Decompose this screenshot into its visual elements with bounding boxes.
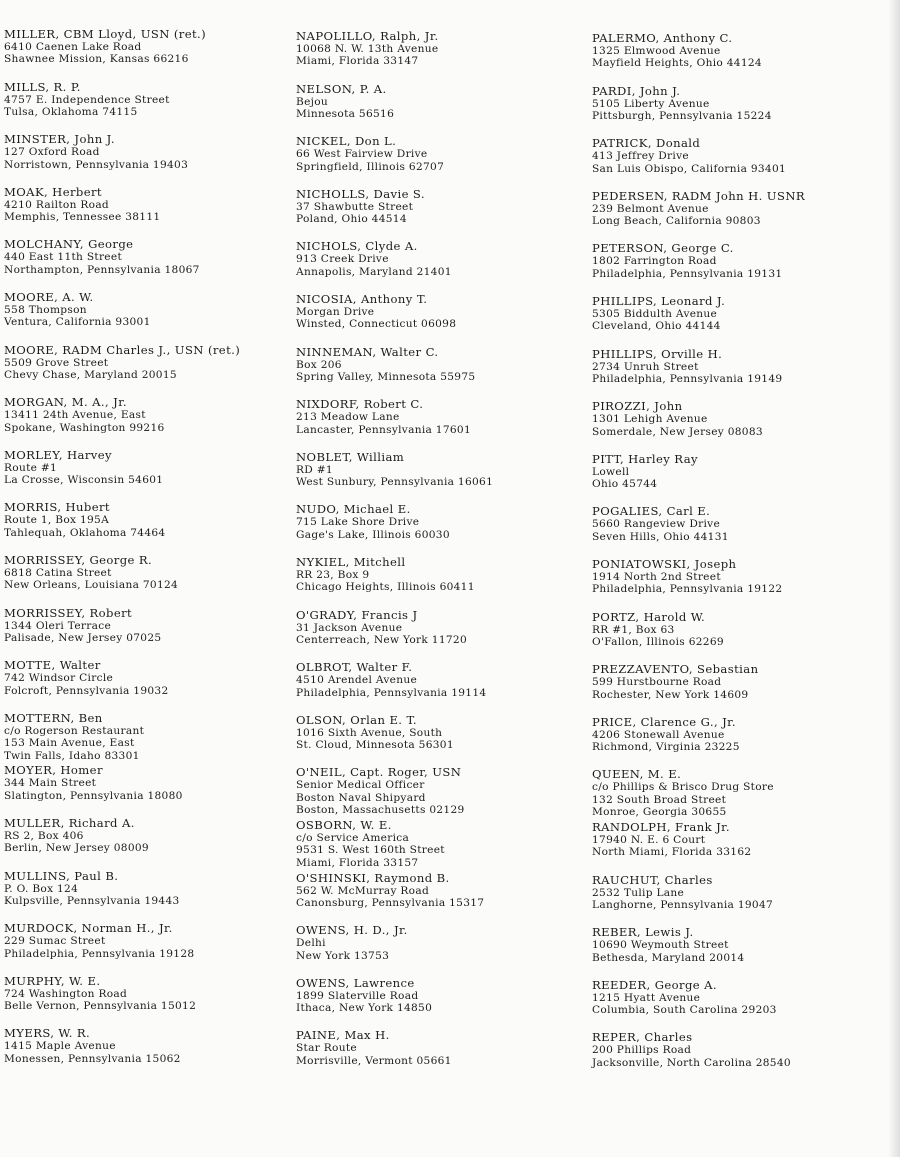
entry-name: PREZZAVENTO, Sebastian (592, 662, 759, 677)
address-entry (4, 870, 289, 908)
address-line: Somerdale, New Jersey 08083 (592, 425, 763, 438)
address-line: Lowell (592, 465, 630, 478)
address-line: 10068 N. W. 13th Avenue (296, 43, 439, 55)
entry-name: NINNEMAN, Walter C. (296, 344, 439, 359)
address-line: Northampton, Pennsylvania 18067 (4, 263, 200, 276)
address-entry (4, 186, 289, 224)
address-line: 127 Oxford Road (4, 146, 100, 159)
address-entry (4, 607, 289, 645)
entry-name: PARDI, John J. (592, 83, 681, 98)
address-line: Pittsburgh, Pennsylvania 15224 (592, 110, 772, 122)
entry-name: MORRISSEY, Robert (4, 605, 133, 620)
address-entry (296, 556, 581, 594)
entry-name: MULLER, Richard A. (4, 816, 135, 830)
address-line: Philadelphia, Pennsylvania 19114 (296, 686, 487, 699)
entry-name: MORGAN, M. A., Jr. (4, 395, 127, 410)
page-edge-shadow (888, 0, 900, 1157)
address-line: 6410 Caenen Lake Road (4, 41, 142, 53)
address-line: Richmond, Virginia 23225 (592, 741, 740, 754)
address-line: Palisade, New Jersey 07025 (4, 632, 162, 644)
entry-name: MURPHY, W. E. (4, 973, 101, 988)
address-line: 4210 Railton Road (4, 198, 110, 211)
address-line: La Crosse, Wisconsin 54601 (4, 474, 164, 487)
address-entry (4, 344, 289, 382)
address-line: Annapolis, Maryland 21401 (296, 265, 452, 278)
entry-name: MORRISSEY, George R. (4, 553, 153, 567)
entry-name: PAINE, Max H. (296, 1028, 390, 1043)
address-entry (296, 609, 581, 647)
address-line: 413 Jeffrey Drive (592, 150, 689, 163)
address-line: O'Fallon, Illinois 62269 (592, 636, 724, 648)
address-line: Poland, Ohio 44514 (296, 213, 407, 226)
address-entry (296, 135, 581, 173)
entry-name: MILLER, CBM Lloyd, USN (ret.) (4, 27, 207, 41)
address-line: P. O. Box 124 (4, 882, 79, 895)
entry-name: O'NEIL, Capt. Roger, USN (296, 765, 462, 780)
address-line: 5305 Biddulth Avenue (592, 308, 718, 320)
address-line: St. Cloud, Minnesota 56301 (296, 739, 454, 752)
address-line: Shawnee Mission, Kansas 66216 (4, 53, 189, 66)
address-line: RD #1 (296, 463, 333, 476)
address-line: 1301 Lehigh Avenue (592, 413, 708, 426)
address-line: 31 Jackson Avenue (296, 621, 403, 634)
address-line: Memphis, Tennessee 38111 (4, 211, 161, 224)
address-line: 213 Meadow Lane (296, 411, 400, 424)
address-line: Minnesota 56516 (296, 108, 395, 120)
address-line: Miami, Florida 33147 (296, 55, 419, 68)
address-entry (296, 977, 581, 1015)
address-entry (4, 659, 289, 697)
address-line: 1802 Farrington Road (592, 255, 717, 268)
address-entry (296, 240, 581, 278)
address-line: Cleveland, Ohio 44144 (592, 320, 721, 333)
address-line: Chicago Heights, Illinois 60411 (296, 581, 475, 594)
address-line: Rochester, New York 14609 (592, 688, 749, 701)
address-entry (296, 346, 581, 384)
address-entry (296, 83, 581, 121)
address-line: Spring Valley, Minnesota 55975 (296, 371, 476, 383)
address-line: 10690 Weymouth Street (592, 939, 729, 952)
entry-name: RAUCHUT, Charles (592, 872, 713, 887)
address-line: Centerreach, New York 11720 (296, 634, 468, 646)
address-line: 37 Shawbutte Street (296, 200, 414, 213)
address-entry (4, 817, 289, 855)
address-line: Bethesda, Maryland 20014 (592, 951, 745, 964)
address-line: Winsted, Connecticut 06098 (296, 318, 457, 331)
entry-name: MULLINS, Paul B. (4, 868, 119, 883)
address-entry (296, 188, 581, 226)
entry-name: MORLEY, Harvey (4, 447, 112, 462)
address-line: 153 Main Avenue, East (4, 737, 135, 750)
address-line: 6818 Catina Street (4, 567, 112, 579)
address-line: Ohio 45744 (592, 478, 658, 491)
address-line: 1016 Sixth Avenue, South (296, 726, 443, 739)
address-line: RR #1, Box 63 (592, 623, 675, 636)
address-entry (592, 295, 877, 333)
address-entry (592, 979, 877, 1017)
entry-name: OLSON, Orlan E. T. (296, 712, 417, 727)
address-entry (296, 503, 581, 541)
address-line: North Miami, Florida 33162 (592, 846, 752, 859)
address-line: 724 Washington Road (4, 987, 128, 1000)
entry-name: MINSTER, John J. (4, 132, 115, 147)
address-line: 742 Windsor Circle (4, 672, 114, 685)
address-entry (4, 1027, 289, 1065)
entry-name: OWENS, Lawrence (296, 975, 415, 990)
address-line: San Luis Obispo, California 93401 (592, 162, 787, 175)
address-line: 5660 Rangeview Drive (592, 518, 721, 531)
entry-name: MOLCHANY, George (4, 237, 134, 252)
entry-name: NOBLET, William (296, 449, 405, 464)
address-line: Folcroft, Pennsylvania 19032 (4, 684, 169, 697)
address-line: Philadelphia, Pennsylvania 19122 (592, 583, 783, 596)
address-line: RS 2, Box 406 (4, 830, 84, 842)
entry-name: MOORE, RADM Charles J., USN (ret.) (4, 342, 241, 357)
address-line: Kulpsville, Pennsylvania 19443 (4, 895, 180, 907)
entry-name: NUDO, Michael E. (296, 502, 411, 517)
entry-name: PATRICK, Donald (592, 136, 701, 151)
entry-name: REEDER, George A. (592, 977, 717, 992)
address-line: 715 Lake Shore Drive (296, 516, 420, 529)
address-line: Norristown, Pennsylvania 19403 (4, 158, 189, 171)
entry-name: PIROZZI, John (592, 399, 683, 414)
address-entry (296, 30, 581, 68)
address-line: Seven Hills, Ohio 44131 (592, 530, 729, 543)
address-line: 2532 Tulip Lane (592, 886, 685, 899)
address-line: 913 Creek Drive (296, 253, 389, 266)
entry-name: MORRIS, Hubert (4, 500, 110, 515)
address-line: Ventura, California 93001 (4, 316, 151, 329)
address-line: 9531 S. West 160th Street (296, 844, 445, 857)
address-line: Gage's Lake, Illinois 60030 (296, 528, 450, 541)
address-line: 5509 Grove Street (4, 356, 109, 369)
address-line: 562 W. McMurray Road (296, 884, 430, 897)
address-line: Philadelphia, Pennsylvania 19131 (592, 267, 783, 280)
entry-name: RANDOLPH, Frank Jr. (592, 820, 730, 834)
address-line: 239 Belmont Avenue (592, 202, 709, 215)
address-entry (592, 85, 877, 123)
entry-name: MOORE, A. W. (4, 290, 94, 304)
entry-name: REBER, Lewis J. (592, 925, 694, 940)
address-line: 344 Main Street (4, 777, 97, 790)
address-entry (592, 768, 877, 818)
address-entry (4, 396, 289, 434)
address-line: 4757 E. Independence Street (4, 93, 170, 106)
address-entry (4, 975, 289, 1013)
address-entry (4, 554, 289, 592)
address-line: Monroe, Georgia 30655 (592, 806, 727, 819)
address-line: Star Route (296, 1042, 357, 1055)
address-entry (592, 611, 877, 649)
address-line: Route #1 (4, 461, 58, 474)
entry-name: MOTTE, Walter (4, 658, 101, 673)
address-line: Columbia, South Carolina 29203 (592, 1004, 777, 1017)
address-entry (592, 663, 877, 701)
address-entry (4, 81, 289, 119)
entry-name: NAPOLILLO, Ralph, Jr. (296, 29, 439, 43)
address-line: Slatington, Pennsylvania 18080 (4, 789, 183, 802)
address-line: 4206 Stonewall Avenue (592, 728, 725, 741)
address-entry (4, 133, 289, 171)
address-line: 132 South Broad Street (592, 793, 727, 806)
entry-name: MURDOCK, Norman H., Jr. (4, 921, 173, 936)
address-entry (296, 872, 581, 910)
address-entry (4, 291, 289, 329)
address-line: Box 206 (296, 358, 342, 371)
address-line: 66 West Fairview Drive (296, 148, 428, 161)
address-line: 200 Phillips Road (592, 1044, 692, 1057)
address-entry (592, 190, 877, 228)
address-entry (4, 922, 289, 960)
address-entry (592, 400, 877, 438)
address-entry (296, 398, 581, 436)
address-line: 13411 24th Avenue, East (4, 409, 146, 422)
address-entry (592, 1031, 877, 1069)
address-line: 1899 Slaterville Road (296, 989, 419, 1002)
address-line: 440 East 11th Street (4, 251, 122, 264)
entry-name: MOYER, Homer (4, 763, 103, 778)
address-line: 229 Sumac Street (4, 935, 106, 948)
address-line: Morgan Drive (296, 306, 375, 318)
address-entry (296, 661, 581, 699)
entry-name: OWENS, H. D., Jr. (296, 923, 408, 938)
address-line: West Sunbury, Pennsylvania 16061 (296, 476, 494, 489)
address-line: 1344 Oleri Terrace (4, 619, 112, 632)
address-entry (592, 242, 877, 280)
address-entry (4, 238, 289, 276)
address-line: 4510 Arendel Avenue (296, 674, 418, 687)
address-entry (592, 926, 877, 964)
entry-name: POGALIES, Carl E. (592, 504, 711, 519)
address-entry (592, 32, 877, 70)
entry-name: NYKIEL, Mitchell (296, 555, 406, 569)
address-line: c/o Phillips & Brisco Drug Store (592, 781, 774, 794)
address-line: Tulsa, Oklahoma 74115 (4, 106, 138, 118)
entry-name: QUEEN, M. E. (592, 767, 682, 782)
address-line: Mayfield Heights, Ohio 44124 (592, 57, 762, 70)
address-line: Belle Vernon, Pennsylvania 15012 (4, 1000, 197, 1013)
entry-name: PONIATOWSKI, Joseph (592, 557, 737, 571)
address-entry (296, 819, 581, 869)
address-entry (4, 712, 289, 762)
entry-name: PITT, Harley Ray (592, 451, 698, 466)
address-line: Jacksonville, North Carolina 28540 (592, 1056, 791, 1069)
address-line: RR 23, Box 9 (296, 569, 370, 581)
entry-name: NICOSIA, Anthony T. (296, 292, 428, 306)
address-line: New Orleans, Louisiana 70124 (4, 579, 179, 592)
address-line: Spokane, Washington 99216 (4, 421, 165, 434)
entry-name: MOAK, Herbert (4, 184, 102, 199)
address-line: Ithaca, New York 14850 (296, 1002, 433, 1015)
address-entry (592, 558, 877, 596)
entry-name: MYERS, W. R. (4, 1026, 91, 1041)
entry-name: PHILLIPS, Orville H. (592, 346, 723, 361)
address-line: 1415 Maple Avenue (4, 1040, 116, 1053)
address-entry (296, 293, 581, 331)
address-entry (592, 137, 877, 175)
address-line: 1215 Hyatt Avenue (592, 991, 701, 1004)
entry-name: REPER, Charles (592, 1030, 693, 1045)
entry-name: PALERMO, Anthony C. (592, 31, 733, 45)
address-entry (4, 501, 289, 539)
entry-name: PEDERSEN, RADM John H. USNR (592, 188, 805, 203)
address-entry (592, 348, 877, 386)
address-line: Langhorne, Pennsylvania 19047 (592, 899, 774, 911)
address-entry (592, 453, 877, 491)
address-line: c/o Rogerson Restaurant (4, 724, 145, 737)
address-entry (4, 28, 289, 66)
entry-name: NICKEL, Don L. (296, 134, 397, 149)
address-line: Miami, Florida 33157 (296, 856, 419, 869)
address-entry (592, 874, 877, 912)
address-entry (592, 821, 877, 859)
address-line: 558 Thompson (4, 304, 87, 316)
address-line: Philadelphia, Pennsylvania 19128 (4, 947, 195, 960)
entry-name: NICHOLLS, Davie S. (296, 186, 425, 201)
entry-name: OSBORN, W. E. (296, 818, 392, 832)
address-entry (296, 924, 581, 962)
address-line: 2734 Unruh Street (592, 360, 699, 373)
address-line: Senior Medical Officer (296, 779, 425, 792)
entry-name: PORTZ, Harold W. (592, 609, 706, 624)
address-line: Boston Naval Shipyard (296, 791, 426, 804)
address-line: Bejou (296, 95, 329, 108)
entry-name: OLBROT, Walter F. (296, 660, 413, 675)
address-line: 17940 N. E. 6 Court (592, 834, 706, 846)
address-line: New York 13753 (296, 949, 390, 962)
address-line: Morrisville, Vermont 05661 (296, 1054, 452, 1067)
entry-name: O'SHINSKI, Raymond B. (296, 870, 450, 885)
address-line: 1325 Elmwood Avenue (592, 45, 721, 57)
address-line: Monessen, Pennsylvania 15062 (4, 1052, 181, 1065)
entry-name: MOTTERN, Ben (4, 710, 103, 725)
entry-name: O'GRADY, Francis J (296, 607, 418, 622)
entry-name: PHILLIPS, Leonard J. (592, 294, 726, 308)
address-entry (4, 764, 289, 802)
address-entry (592, 505, 877, 543)
address-line: Boston, Massachusetts 02129 (296, 804, 465, 817)
address-line: 1914 North 2nd Street (592, 571, 721, 583)
address-line: Lancaster, Pennsylvania 17601 (296, 423, 471, 436)
address-entry (296, 451, 581, 489)
address-entry (296, 714, 581, 752)
address-line: Tahlequah, Oklahoma 74464 (4, 526, 166, 539)
address-line: Canonsburg, Pennsylvania 15317 (296, 897, 485, 909)
address-line: Philadelphia, Pennsylvania 19149 (592, 373, 783, 385)
address-entry (4, 449, 289, 487)
address-line: Chevy Chase, Maryland 20015 (4, 369, 177, 381)
address-line: Berlin, New Jersey 08009 (4, 842, 149, 855)
address-line: Long Beach, California 90803 (592, 215, 761, 228)
address-line: Twin Falls, Idaho 83301 (4, 749, 140, 762)
address-line: Route 1, Box 195A (4, 514, 110, 527)
address-entry (296, 766, 581, 816)
entry-name: NICHOLS, Clyde A. (296, 239, 418, 254)
entry-name: PRICE, Clarence G., Jr. (592, 714, 736, 729)
address-line: 599 Hurstbourne Road (592, 676, 722, 689)
address-line: c/o Service America (296, 832, 410, 844)
entry-name: MILLS, R. P. (4, 79, 81, 94)
entry-name: NELSON, P. A. (296, 81, 387, 96)
address-line: Springfield, Illinois 62707 (296, 160, 445, 173)
entry-name: NIXDORF, Robert C. (296, 397, 424, 412)
entry-name: PETERSON, George C. (592, 241, 734, 256)
address-entry (592, 716, 877, 754)
address-line: 5105 Liberty Avenue (592, 97, 710, 110)
address-line: Delhi (296, 937, 326, 950)
address-entry (296, 1029, 581, 1067)
